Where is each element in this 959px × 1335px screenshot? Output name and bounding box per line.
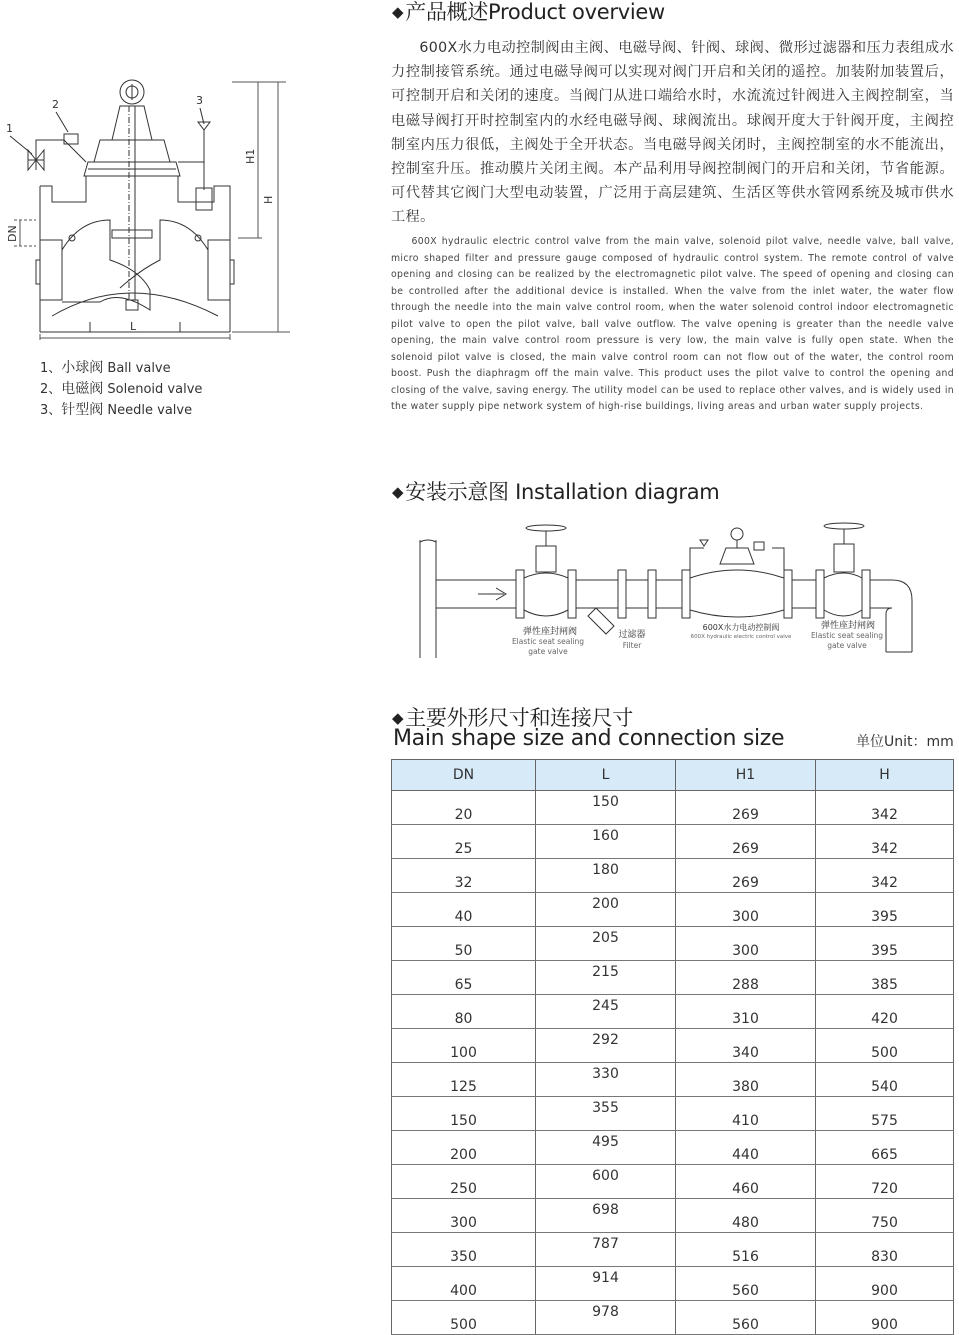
size-table: [391, 759, 954, 1335]
table-cell-dn: 125: [392, 1063, 536, 1097]
unit-label: 单位Unit：mm: [856, 734, 954, 750]
gate2-label-en1: Elastic seat sealing: [810, 631, 884, 640]
table-cell-l: 160: [536, 825, 676, 859]
table-cell-h1: 269: [676, 791, 816, 825]
table-row: [392, 1131, 954, 1165]
table-cell-h1: 480: [676, 1199, 816, 1233]
table-cell-dn: 400: [392, 1267, 536, 1301]
header-h: H: [816, 760, 954, 791]
table-cell-l: 180: [536, 859, 676, 893]
table-row: [392, 791, 954, 825]
table-cell-h1: 310: [676, 995, 816, 1029]
table-cell-h1: 300: [676, 893, 816, 927]
size-heading-text: 主要外形尺寸和连接尺寸: [405, 706, 633, 730]
table-cell-l: 978: [536, 1301, 676, 1335]
table-cell-h: 395: [816, 927, 954, 961]
table-row: [392, 995, 954, 1029]
table-cell-dn: 20: [392, 791, 536, 825]
legend-en: Needle valve: [107, 403, 193, 418]
legend-cn: 小球阀: [61, 360, 104, 376]
diamond-bullet-icon: ◆: [392, 3, 404, 21]
table-cell-dn: 100: [392, 1029, 536, 1063]
control-valve-label-en: 600X hydraulic electric control valve: [690, 634, 792, 640]
table-cell-l: 215: [536, 961, 676, 995]
dim-h: H: [262, 195, 275, 204]
table-cell-l: 355: [536, 1097, 676, 1131]
gate-valve-2: [816, 523, 870, 618]
table-cell-h1: 300: [676, 927, 816, 961]
table-cell-h1: 269: [676, 859, 816, 893]
header-h1: H1: [676, 760, 816, 791]
table-cell-dn: 80: [392, 995, 536, 1029]
table-row: [392, 825, 954, 859]
table-cell-l: 600: [536, 1165, 676, 1199]
table-cell-h1: 560: [676, 1301, 816, 1335]
legend-item: [40, 358, 202, 379]
legend-cn: 针型阀: [61, 402, 104, 418]
size-table-body: [392, 791, 954, 1335]
installation-heading: [392, 476, 719, 506]
table-cell-h1: 269: [676, 825, 816, 859]
table-cell-h: 420: [816, 995, 954, 1029]
overview-text-en: 600X hydraulic electric control valve from the main valve, solenoid pilot valve, needle valve, ball valve, micro shaped filter and pressure gauge composed of hydraulic control system. The remote control of valve opening and closing can be realized by the electromagnetic pilot valve. The speed of opening and closing can be controlled after the additional device is installed. When the valve from the inlet water, the water flow through the needle into the main valve control room, when the water solenoid control indoor electromagnetic pilot valve to open the pilot valve, ball valve outflow. The valve opening is greater than the needle valve opening, the main valve control room pressure is very low, the main valve is fully open state. When the solenoid pilot valve is closed, the main valve control room can not flow out of the water, the control room boost. Push the diaphragm off the main valve. This product uses the pilot valve to control the opening and closing of the valve, saving energy. The utility model can be used to replace other valves, and is widely used in the water supply pipe network system of high-rise buildings, living areas and urban water supply projects.: [391, 236, 954, 412]
table-cell-dn: 350: [392, 1233, 536, 1267]
table-cell-h: 720: [816, 1165, 954, 1199]
table-row: [392, 927, 954, 961]
table-cell-l: 245: [536, 995, 676, 1029]
overview-heading-text: 产品概述Product overview: [405, 0, 665, 24]
filter-label-cn: 过滤器: [618, 630, 646, 640]
table-cell-l: 914: [536, 1267, 676, 1301]
gate1-label-cn: 弹性座封闸阀: [522, 627, 578, 637]
table-cell-h1: 460: [676, 1165, 816, 1199]
table-cell-l: 292: [536, 1029, 676, 1063]
gate2-label-cn: 弹性座封闸阀: [820, 621, 876, 631]
table-cell-dn: 300: [392, 1199, 536, 1233]
dim-l: L: [130, 320, 137, 333]
legend-num: 2、: [40, 382, 62, 397]
table-cell-h1: 340: [676, 1029, 816, 1063]
control-valve-label-cn: 600X水力电动控制阀: [702, 623, 780, 632]
callout-2: 2: [52, 98, 59, 111]
table-cell-l: 495: [536, 1131, 676, 1165]
legend-en: Ball valve: [107, 361, 171, 376]
table-cell-h: 342: [816, 859, 954, 893]
table-cell-dn: 150: [392, 1097, 536, 1131]
table-cell-h1: 380: [676, 1063, 816, 1097]
table-cell-h: 540: [816, 1063, 954, 1097]
table-cell-l: 205: [536, 927, 676, 961]
overview-text-cn: 600X水力电动控制阀由主阀、电磁导阀、针阀、球阀、微形过滤器和压力表组成水力控制接管系统。通过电磁导阀可以实现对阀门开启和关闭的遥控。加装附加装置后，可控制开启和关闭的速度。当阀门从进口端给水时，水流流过针阀进入主阀控制室，当电磁导阀打开时控制室内的水经电磁导阀、球阀流出。球阀开度大于针阀开度，主阀控制室内压力很低，主阀处于全开状态。当电磁导阀关闭时，主阀控制室的水不能流出，控制室升压。推动膜片关闭主阀。本产品利用导阀控制阀门的开启和关闭，节省能源。可代替其它阀门大型电动装置，广泛用于高层建筑、生活区等供水管网系统及城市供水工程。: [391, 40, 954, 226]
table-row: [392, 1097, 954, 1131]
table-row: [392, 1029, 954, 1063]
table-cell-dn: 500: [392, 1301, 536, 1335]
table-cell-h: 342: [816, 825, 954, 859]
table-cell-h: 385: [816, 961, 954, 995]
valve-section-drawing: [0, 70, 300, 340]
table-cell-dn: 40: [392, 893, 536, 927]
table-row: [392, 1233, 954, 1267]
table-cell-dn: 65: [392, 961, 536, 995]
table-cell-h1: 288: [676, 961, 816, 995]
table-row: [392, 1301, 954, 1335]
table-cell-l: 200: [536, 893, 676, 927]
table-cell-h1: 410: [676, 1097, 816, 1131]
overview-heading: [392, 0, 665, 26]
callout-1: 1: [6, 122, 13, 135]
table-cell-dn: 32: [392, 859, 536, 893]
table-row: [392, 893, 954, 927]
table-cell-h: 342: [816, 791, 954, 825]
table-row: [392, 1199, 954, 1233]
callout-3: 3: [196, 94, 203, 107]
table-cell-h: 750: [816, 1199, 954, 1233]
table-cell-h1: 560: [676, 1267, 816, 1301]
table-row: [392, 1063, 954, 1097]
table-cell-h: 830: [816, 1233, 954, 1267]
size-subheading: Main shape size and connection size: [393, 726, 785, 751]
dim-dn: DN: [6, 225, 19, 242]
table-cell-h: 900: [816, 1301, 954, 1335]
header-dn: DN: [392, 760, 536, 791]
legend-num: 3、: [40, 403, 62, 418]
gate2-label-en2: gate valve: [827, 641, 867, 650]
gate-valve-1: [516, 525, 576, 618]
table-cell-h: 665: [816, 1131, 954, 1165]
table-cell-h1: 440: [676, 1131, 816, 1165]
valve-legend: [40, 358, 202, 421]
table-cell-l: 150: [536, 791, 676, 825]
legend-num: 1、: [40, 361, 62, 376]
table-cell-h: 395: [816, 893, 954, 927]
table-cell-l: 330: [536, 1063, 676, 1097]
legend-item: [40, 400, 202, 421]
table-cell-h: 500: [816, 1029, 954, 1063]
gate1-label-en1: Elastic seat sealing: [511, 637, 585, 646]
header-l: L: [536, 760, 676, 791]
table-cell-h: 900: [816, 1267, 954, 1301]
control-valve: [682, 528, 792, 618]
dim-h1: H1: [244, 148, 257, 164]
table-cell-dn: 200: [392, 1131, 536, 1165]
table-row: [392, 1165, 954, 1199]
table-cell-l: 787: [536, 1233, 676, 1267]
table-cell-dn: 50: [392, 927, 536, 961]
table-cell-dn: 25: [392, 825, 536, 859]
legend-en: Solenoid valve: [107, 382, 203, 397]
table-row: [392, 859, 954, 893]
table-cell-dn: 250: [392, 1165, 536, 1199]
gate1-label-en2: gate valve: [528, 647, 568, 656]
table-row: [392, 1267, 954, 1301]
installation-heading-text: 安装示意图 Installation diagram: [405, 480, 720, 504]
legend-cn: 电磁阀: [61, 381, 104, 397]
legend-item: [40, 379, 202, 400]
table-cell-h: 575: [816, 1097, 954, 1131]
diamond-bullet-icon: ◆: [392, 483, 404, 501]
filter-label-en: Filter: [622, 641, 642, 650]
installation-drawing: [392, 518, 954, 658]
table-cell-h1: 516: [676, 1233, 816, 1267]
table-row: [392, 961, 954, 995]
table-cell-l: 698: [536, 1199, 676, 1233]
diamond-bullet-icon: ◆: [392, 709, 404, 727]
table-header-row: [392, 760, 954, 791]
